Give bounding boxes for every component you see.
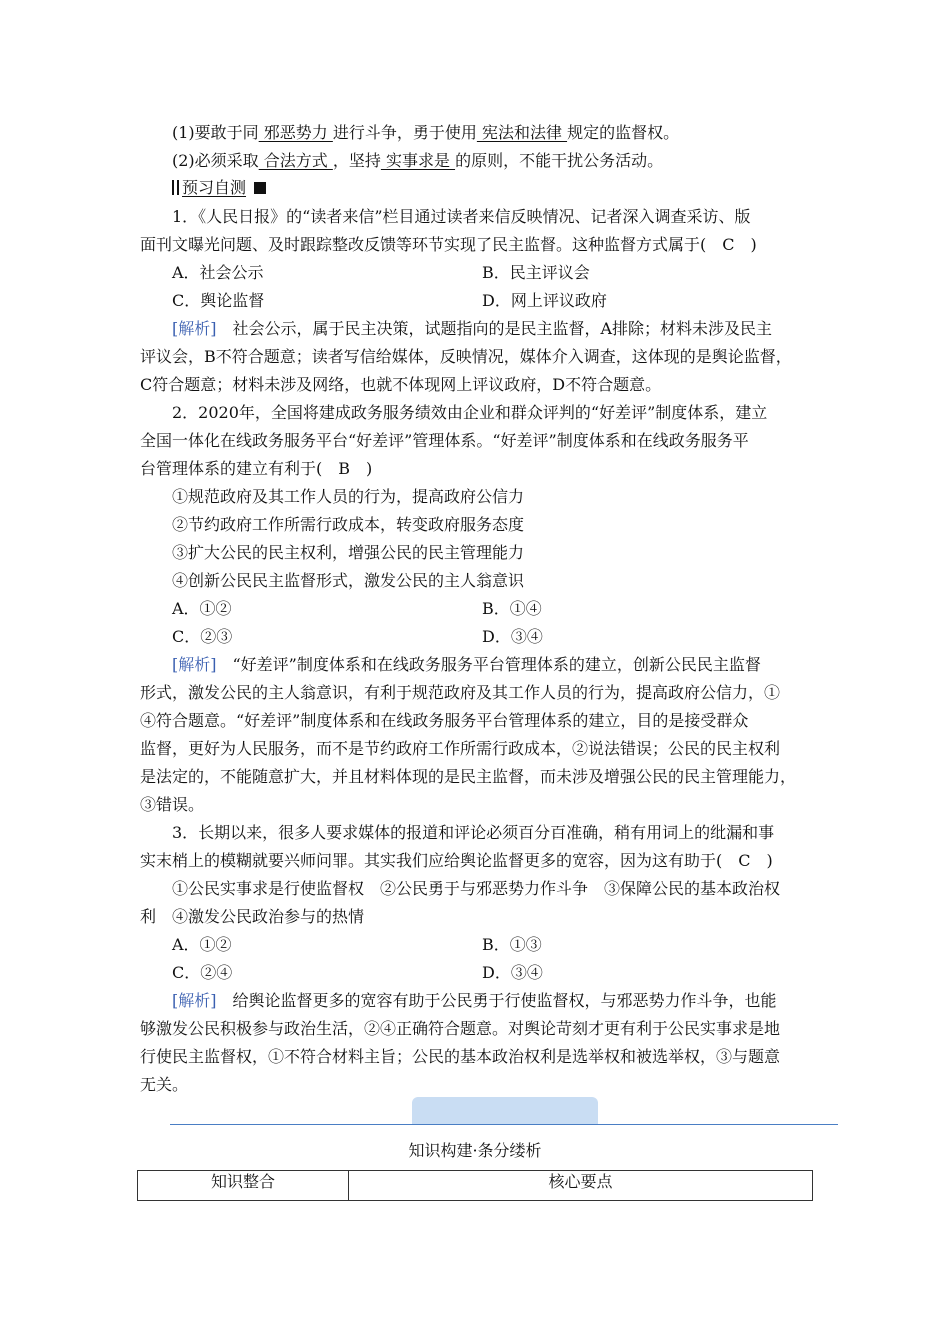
- q2-item: ④创新公民民主监督形式，激发公民的主人翁意识: [172, 571, 525, 590]
- q2-item: ②节约政府工作所需行政成本，转变政府服务态度: [172, 515, 525, 534]
- table-header-cell: 核心要点: [349, 1171, 813, 1201]
- q1-option-a: A．社会公示: [172, 263, 264, 282]
- q3-stem-line: 3．长期以来，很多人要求媒体的报道和评论必须百分百准确，稍有用词上的纰漏和事: [172, 823, 775, 842]
- intro-line-2: (2)必须采取 合法方式 ，坚持 实事求是 的原则，不能干扰公务活动。: [172, 151, 664, 170]
- knowledge-table: [137, 1170, 813, 1201]
- answer-blank: 合法方式: [258, 151, 333, 170]
- q3-analysis-line: [解析] 给舆论监督更多的宽容有助于公民勇于行使监督权，与邪恶势力作斗争，也能: [172, 991, 777, 1010]
- q2-analysis-line: ③错误。: [140, 795, 205, 814]
- q3-option-b: B．①③: [482, 935, 542, 954]
- q2-stem-line: 2．2020年，全国将建成政务服务绩效由企业和群众评判的“好差评”制度体系，建立: [172, 403, 768, 422]
- q3-item: ①公民实事求是行使监督权 ②公民勇于与邪恶势力作斗争 ③保障公民的基本政治权: [172, 879, 781, 898]
- q1-option-d: D．网上评议政府: [482, 291, 607, 310]
- analysis-label: [解析]: [172, 655, 217, 674]
- bar-icon: [177, 180, 179, 195]
- knowledge-section-title: 知识构建·条分缕析: [408, 1141, 542, 1160]
- q3-item: 利 ④激发公民政治参与的热情: [140, 907, 365, 926]
- q3-option-d: D．③④: [482, 963, 543, 982]
- q2-item: ①规范政府及其工作人员的行为，提高政府公信力: [172, 487, 525, 506]
- q2-item: ③扩大公民的民主权利，增强公民的民主管理能力: [172, 543, 525, 562]
- q2-analysis-line: 形式，激发公民的主人翁意识，有利于规范政府及其工作人员的行为，提高政府公信力，①: [140, 683, 781, 702]
- section-title: 预习自测: [172, 178, 266, 198]
- q2-analysis-line: [解析] “好差评”制度体系和在线政务服务平台管理体系的建立，创新公民民主监督: [172, 655, 761, 674]
- q1-analysis-line: 评议会，B不符合题意；读者写信给媒体，反映情况，媒体介入调查，这体现的是舆论监督，: [140, 347, 792, 366]
- answer-blank: 宪法和法律: [476, 123, 568, 142]
- q2-option-a: A．①②: [172, 599, 232, 618]
- q3-option-a: A．①②: [172, 935, 232, 954]
- q1-analysis-line: [解析] 社会公示，属于民主决策，试题指向的是民主监督，A排除；材料未涉及民主: [172, 319, 773, 338]
- q2-stem-line: 全国一体化在线政务服务平台“好差评”管理体系。“好差评”制度体系和在线政务服务平: [140, 431, 749, 450]
- analysis-label: [解析]: [172, 319, 217, 338]
- q2-analysis-line: 监督，更好为人民服务，而不是节约政府工作所需行政成本，②说法错误；公民的民主权利: [140, 739, 781, 758]
- q2-option-c: C．②③: [172, 627, 233, 646]
- q1-stem-line: 面刊文曝光问题、及时跟踪整改反馈等环节实现了民主监督。这种监督方式属于( C ): [140, 235, 757, 254]
- analysis-label: [解析]: [172, 991, 217, 1010]
- q1-stem-line: 1．《人民日报》的“读者来信”栏目通过读者来信反映情况、记者深入调查采访、版: [172, 207, 751, 226]
- answer-blank: 邪恶势力: [258, 123, 333, 142]
- answer-blank: 实事求是: [380, 151, 456, 170]
- q2-option-d: D．③④: [482, 627, 543, 646]
- q2-option-b: B．①④: [482, 599, 542, 618]
- q2-analysis-line: ④符合题意。“好差评”制度体系和在线政务服务平台管理体系的建立，目的是接受群众: [140, 711, 749, 730]
- q2-stem-line: 台管理体系的建立有利于( B ): [140, 459, 373, 478]
- intro-line-1: (1)要敢于同 邪恶势力 进行斗争，勇于使用 宪法和法律 规定的监督权。: [172, 123, 680, 142]
- q2-analysis-line: 是法定的，不能随意扩大，并且材料体现的是民主监督，而未涉及增强公民的民主管理能力，: [140, 767, 797, 786]
- q3-analysis-line: 行使民主监督权，①不符合材料主旨；公民的基本政治权利是选举权和被选举权，③与题意: [140, 1047, 781, 1066]
- q3-option-c: C．②④: [172, 963, 233, 982]
- q1-option-c: C．舆论监督: [172, 291, 265, 310]
- table-header-row: [138, 1171, 813, 1201]
- square-icon: [254, 182, 266, 194]
- q1-option-b: B．民主评议会: [482, 263, 590, 282]
- q3-analysis-line: 无关。: [140, 1075, 189, 1094]
- section-tab-decoration: [412, 1097, 598, 1125]
- q3-analysis-line: 够激发公民积极参与政治生活，②④正确符合题意。对舆论苛刻才更有利于公民实事求是地: [140, 1019, 781, 1038]
- q3-stem-line: 实末梢上的模糊就要兴师问罪。其实我们应给舆论监督更多的宽容，因为这有助于( C ): [140, 851, 773, 870]
- table-header-cell: 知识整合: [138, 1171, 349, 1201]
- section-divider: [170, 1124, 838, 1125]
- bar-icon: [172, 180, 174, 195]
- q1-analysis-line: C符合题意；材料未涉及网络，也就不体现网上评议政府，D不符合题意。: [140, 375, 662, 394]
